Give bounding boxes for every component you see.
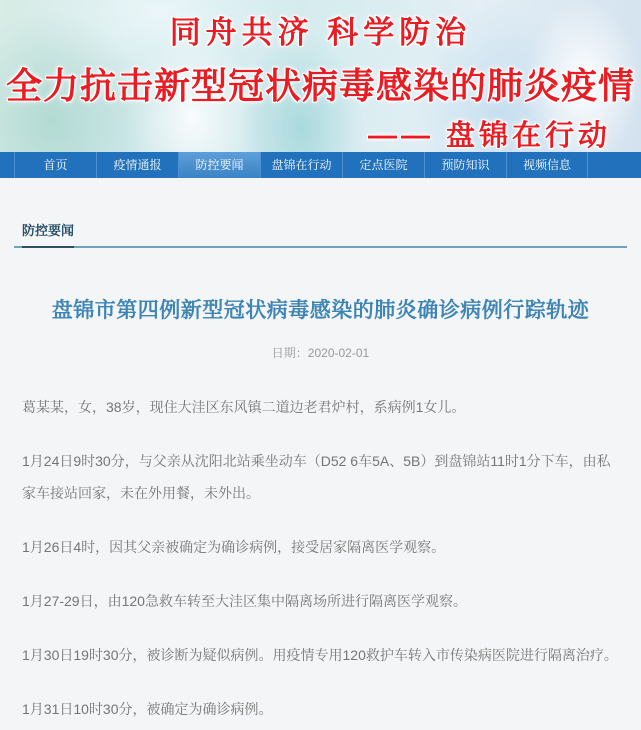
banner-slogan-main: 全力抗击新型冠状病毒感染的肺炎疫情 xyxy=(5,65,635,106)
banner xyxy=(0,0,641,152)
article-title: 盘锦市第四例新型冠状病毒感染的肺炎确诊病例行踪轨迹 xyxy=(51,299,590,322)
nav-item-video-info[interactable]: 视频信息 xyxy=(506,152,588,178)
banner-slogan-sub: —— 盘锦在行动 xyxy=(367,120,611,152)
article-paragraph: 1月31日10时30分，被确定为确诊病例。 xyxy=(22,701,273,717)
article-body xyxy=(22,391,619,725)
article-paragraph: 1月26日4时，因其父亲被确定为确诊病例，接受居家隔离医学观察。 xyxy=(22,539,446,555)
article-paragraph: 葛某某，女，38岁，现住大洼区东风镇二道边老君炉村，系病例1女儿。 xyxy=(22,399,466,415)
nav-item-epidemic-report[interactable]: 疫情通报 xyxy=(96,152,178,178)
nav-item-home[interactable]: 首页 xyxy=(14,152,96,178)
article-paragraph: 1月24日9时30分，与父亲从沈阳北站乘坐动车（D52 6车5A、5B）到盘锦站11时1分下车，由私家车接站回家，未在外用餐，未外出。 xyxy=(22,453,611,501)
section-strip xyxy=(14,220,627,248)
nav-item-designated-hospitals[interactable]: 定点医院 xyxy=(342,152,424,178)
banner-slogan-top: 同舟共济 科学防治 xyxy=(169,15,472,50)
nav-item-prevention-news[interactable]: 防控要闻 xyxy=(178,152,260,178)
nav-item-panjin-in-action[interactable]: 盘锦在行动 xyxy=(260,152,342,178)
article-paragraph: 1月27-29日，由120急救车转至大洼区集中隔离场所进行隔离医学观察。 xyxy=(22,593,467,609)
article xyxy=(0,294,641,725)
article-date: 日期：2020-02-01 xyxy=(271,346,370,360)
section-label[interactable]: 防控要闻 xyxy=(22,220,74,248)
nav-item-prevention-knowledge[interactable]: 预防知识 xyxy=(424,152,506,178)
main-nav xyxy=(0,152,641,178)
article-paragraph: 1月30日19时30分，被诊断为疑似病例。用疫情专用120救护车转入市传染病医院进行隔离治疗。 xyxy=(22,647,618,663)
